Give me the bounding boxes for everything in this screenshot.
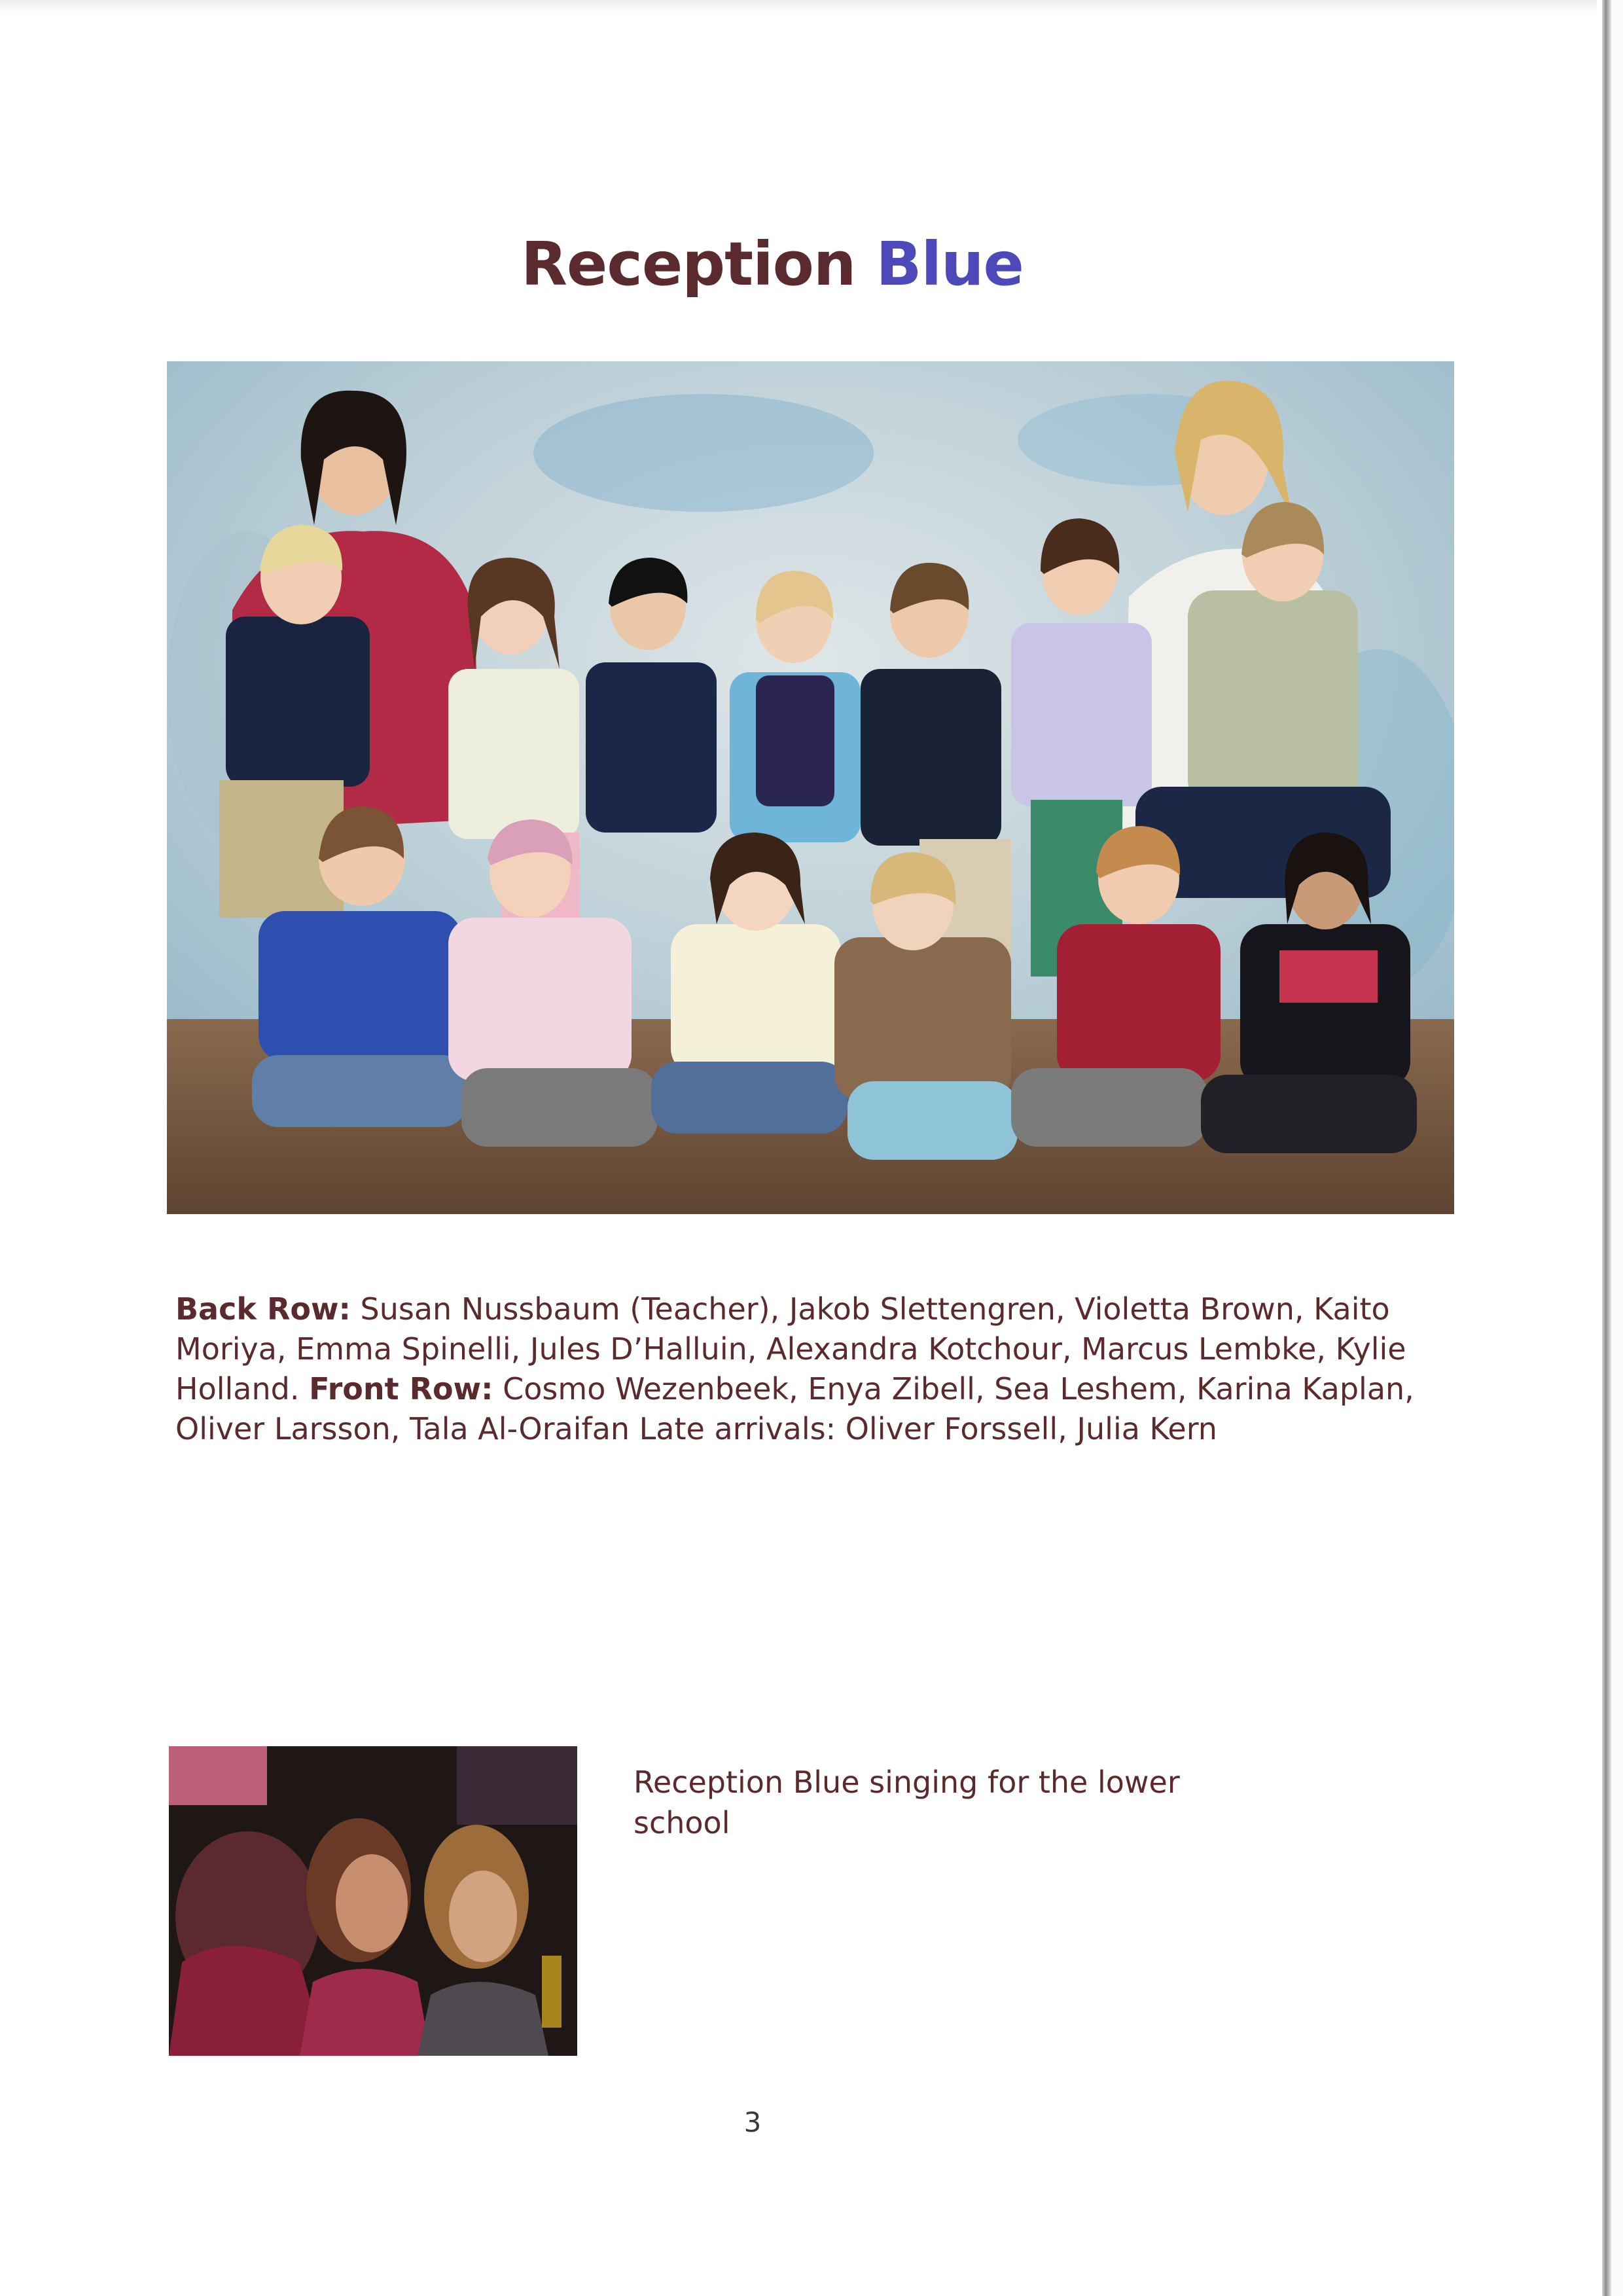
front-row-label: Front Row: — [309, 1371, 493, 1407]
singing-photo-caption: Reception Blue singing for the lower school — [633, 1765, 1180, 1840]
title-part-blue: Blue — [876, 229, 1024, 299]
back-row-names: Susan Nussbaum (Teacher), Jakob Slettengren, Violetta Brown, Kaito Moriya, Emma Spinelli, Jules D’Halluin, Alexandra Kotchour, Marcus Lembke, Kylie Holland. — [175, 1291, 1406, 1407]
back-row-label: Back Row: — [175, 1291, 351, 1327]
scan-page-edge — [1602, 0, 1611, 2296]
singing-photo-illustration — [169, 1746, 577, 2056]
class-photo-caption — [175, 1289, 1458, 1449]
singing-photo — [169, 1746, 577, 2056]
title-part-reception: Reception — [521, 229, 856, 299]
scan-top-shade — [0, 0, 1597, 13]
page-title — [0, 229, 1544, 299]
page-number: 3 — [743, 2106, 762, 2138]
scan-page-edge-outer — [1611, 0, 1623, 2296]
front-row-names: Cosmo Wezenbeek, Enya Zibell, Sea Leshem, Karina Kaplan, Oliver Larsson, Tala Al-Oraifan Late arrivals: Oliver Forssell, Julia Kern — [175, 1371, 1414, 1446]
class-photo — [167, 361, 1454, 1214]
class-photo-illustration — [167, 361, 1454, 1214]
